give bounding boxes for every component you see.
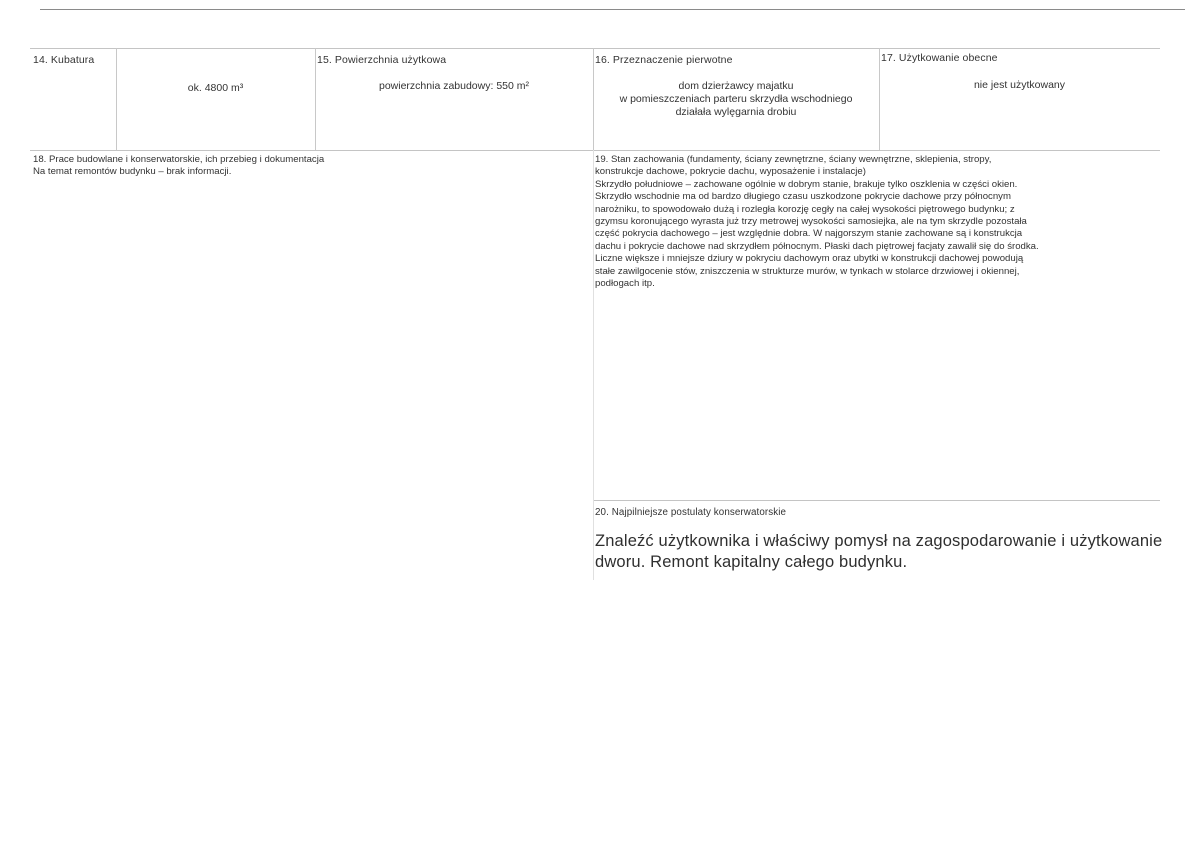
stan-label: 19. Stan zachowania (fundamenty, ściany zewnętrzne, ściany wewnętrzne, sklepienia, stropy, xyxy=(595,154,992,165)
powierzchnia-value: powierzchnia zabudowy: 550 m² xyxy=(379,80,529,92)
stan-line: dachu i pokrycie dachowe nad skrzydłem północnym. Płaski dach piętrowej facjaty zawalił się do środka. xyxy=(595,240,1039,252)
przeznaczenie-line: w pomieszczeniach parteru skrzydła wschodniego xyxy=(619,93,853,105)
col-divider-15 xyxy=(315,48,316,150)
przeznaczenie-label: 16. Przeznaczenie pierwotne xyxy=(595,54,733,66)
row1-top-border xyxy=(30,48,1160,49)
stan-line: Liczne większe i mniejsze dziury w pokryciu dachowym oraz ubytki w konstrukcji dachowej powodują xyxy=(595,253,1024,265)
kubatura-inner-divider xyxy=(116,48,117,150)
stan-line: Skrzydło wschodnie ma od bardzo długiego czasu uszkodzone pokrycie dachowe przy północnym xyxy=(595,191,1011,203)
przeznaczenie-line: dom dzierżawcy majatku xyxy=(678,80,794,92)
kubatura-label: 14. Kubatura xyxy=(33,54,95,66)
postulaty-top-border xyxy=(593,500,1160,501)
stan-block xyxy=(595,154,1039,290)
page-top-rule xyxy=(40,9,1185,10)
przeznaczenie-line: działała wylęgarnia drobiu xyxy=(675,106,797,118)
postulaty-line: Znaleźć użytkownika i właściwy pomysł na zagospodarowanie i użytkowanie xyxy=(595,532,1163,550)
uzytkowanie-value: nie jest użytkowany xyxy=(973,79,1066,91)
uzytkowanie-label: 17. Użytkowanie obecne xyxy=(881,52,998,64)
stan-line: podłogach itp. xyxy=(595,278,655,290)
row2-top-border xyxy=(30,150,1160,151)
col-divider-19 xyxy=(593,150,594,580)
powierzchnia-label: 15. Powierzchnia użytkowa xyxy=(317,54,447,66)
postulaty-text xyxy=(595,531,1162,573)
stan-line: stałe zawilgocenie stów, zniszczenia w strukturze murów, w tynkach w stolarce drzwiowej i okiennej, xyxy=(595,265,1020,277)
stan-line: gzymsu koronującego wyrasta już trzy metrowej wysokości samosiejka, ale na tym skrzydle pozostała xyxy=(595,216,1027,228)
stan-line: część pokrycia dachowego – jest względnie dobra. W najgorszym stanie zachowane są i konstrukcja xyxy=(595,228,1023,240)
stan-line: Skrzydło południowe – zachowane ogólnie w dobrym stanie, brakuje tylko oszklenia w części okien. xyxy=(595,178,1018,190)
prace-text: Na temat remontów budynku – brak informacji. xyxy=(33,166,232,178)
postulaty-line: dworu. Remont kapitalny całego budynku. xyxy=(595,553,908,571)
stan-label-cont: konstrukcje dachowe, pokrycie dachu, wyposażenie i instalacje) xyxy=(595,166,866,178)
prace-label: 18. Prace budowlane i konserwatorskie, ich przebieg i dokumentacja xyxy=(33,154,325,165)
postulaty-label: 20. Najpilniejsze postulaty konserwatorskie xyxy=(595,507,787,518)
prace-block xyxy=(33,154,324,179)
kubatura-value: ok. 4800 m³ xyxy=(187,82,244,94)
stan-line: narożniku, to spowodowało dużą i rozległa korozję cegły na całej wysokości piętrowego budynku; z xyxy=(595,203,1015,215)
przeznaczenie-value xyxy=(593,80,879,119)
col-divider-17 xyxy=(879,48,880,150)
